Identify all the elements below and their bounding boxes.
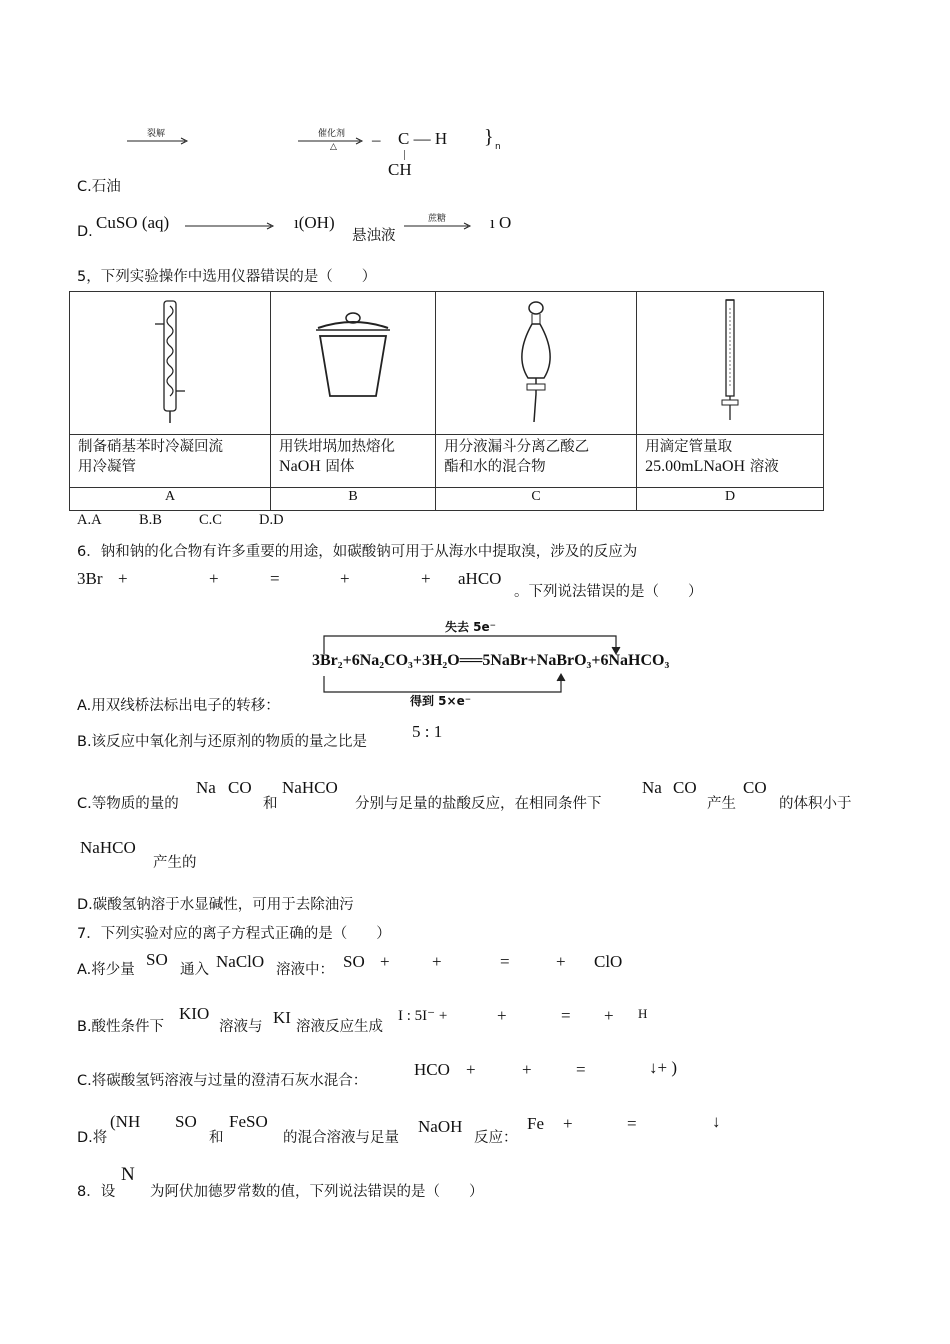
desc-c: 用分液漏斗分离乙酸乙 酯和水的混合物 [436,435,637,488]
cu-oh2: ı(OH) [294,213,335,232]
right-arrow-icon [127,136,191,146]
redox-equation: 3Br₂+6Na₂CO₃+3H₂O══5NaBr+NaBrO₃+6NaHCO₃ [312,652,670,669]
option-b[interactable]: B.B [139,512,162,528]
arrow-label-catalyst: 催化剂 [318,129,346,139]
polymer-unit: C — H [398,129,448,148]
arrow-label-heat: △ [330,142,337,152]
cell-burette [637,292,824,435]
lose-electrons-label: 失去 5e⁻ [445,620,497,634]
electron-bridge-lines [320,632,630,722]
cuso4-solution: CuSO (aq) [96,213,170,232]
separatory-funnel-icon [506,296,566,426]
condenser-icon [140,296,200,426]
desc-a: 制备硝基苯时冷凝回流 用冷凝管 [70,435,271,488]
methyl-group: CH [388,160,412,179]
label-d: D [637,488,824,511]
suspension-label: 悬浊液 [352,228,396,244]
label-c: C [436,488,637,511]
q7-stem: 7．下列实验对应的离子方程式正确的是（ ） [77,926,391,942]
right-arrow-icon [404,221,474,231]
option-a[interactable]: A.A [77,512,102,528]
q6-option-d[interactable]: D.碳酸氢钠溶于水显碱性，可用于去除油污 [77,897,354,913]
cell-condenser [70,292,271,435]
label-a: A [70,488,271,511]
option-c[interactable]: C.C [199,512,222,528]
cell-separatory-funnel [436,292,637,435]
option-d-label: D. [77,224,93,240]
option-d[interactable]: D.D [259,512,284,528]
label-b: B [271,488,436,511]
cell-crucible [271,292,436,435]
q6-option-a[interactable]: A.用双线桥法标出电子的转移： [77,698,280,714]
gain-electrons-label: 得到 5×e⁻ [410,694,472,708]
polymer-n: n [495,142,501,152]
q5-instrument-table [69,291,824,511]
burette-icon [710,296,750,426]
q6-stem: 6．钠和钠的化合物有许多重要的用途，如碳酸钠可用于从海水中提取溴，涉及的反应为 [77,544,638,560]
crucible-icon [308,306,398,416]
bond-line [404,150,405,160]
option-c-petroleum: C.石油 [77,179,121,195]
arrow-label-sucrose: 蔗糖 [428,214,447,224]
arrow-label-cracking: 裂解 [147,129,166,139]
desc-b: 用铁坩埚加热熔化 NaOH 固体 [271,435,436,488]
cu2o: ı O [490,213,512,232]
right-arrow-icon [185,221,277,231]
desc-d: 用滴定管量取 25.00mLNaOH 溶液 [637,435,824,488]
q5-stem: 5，下列实验操作中选用仪器错误的是（ ） [77,269,377,285]
